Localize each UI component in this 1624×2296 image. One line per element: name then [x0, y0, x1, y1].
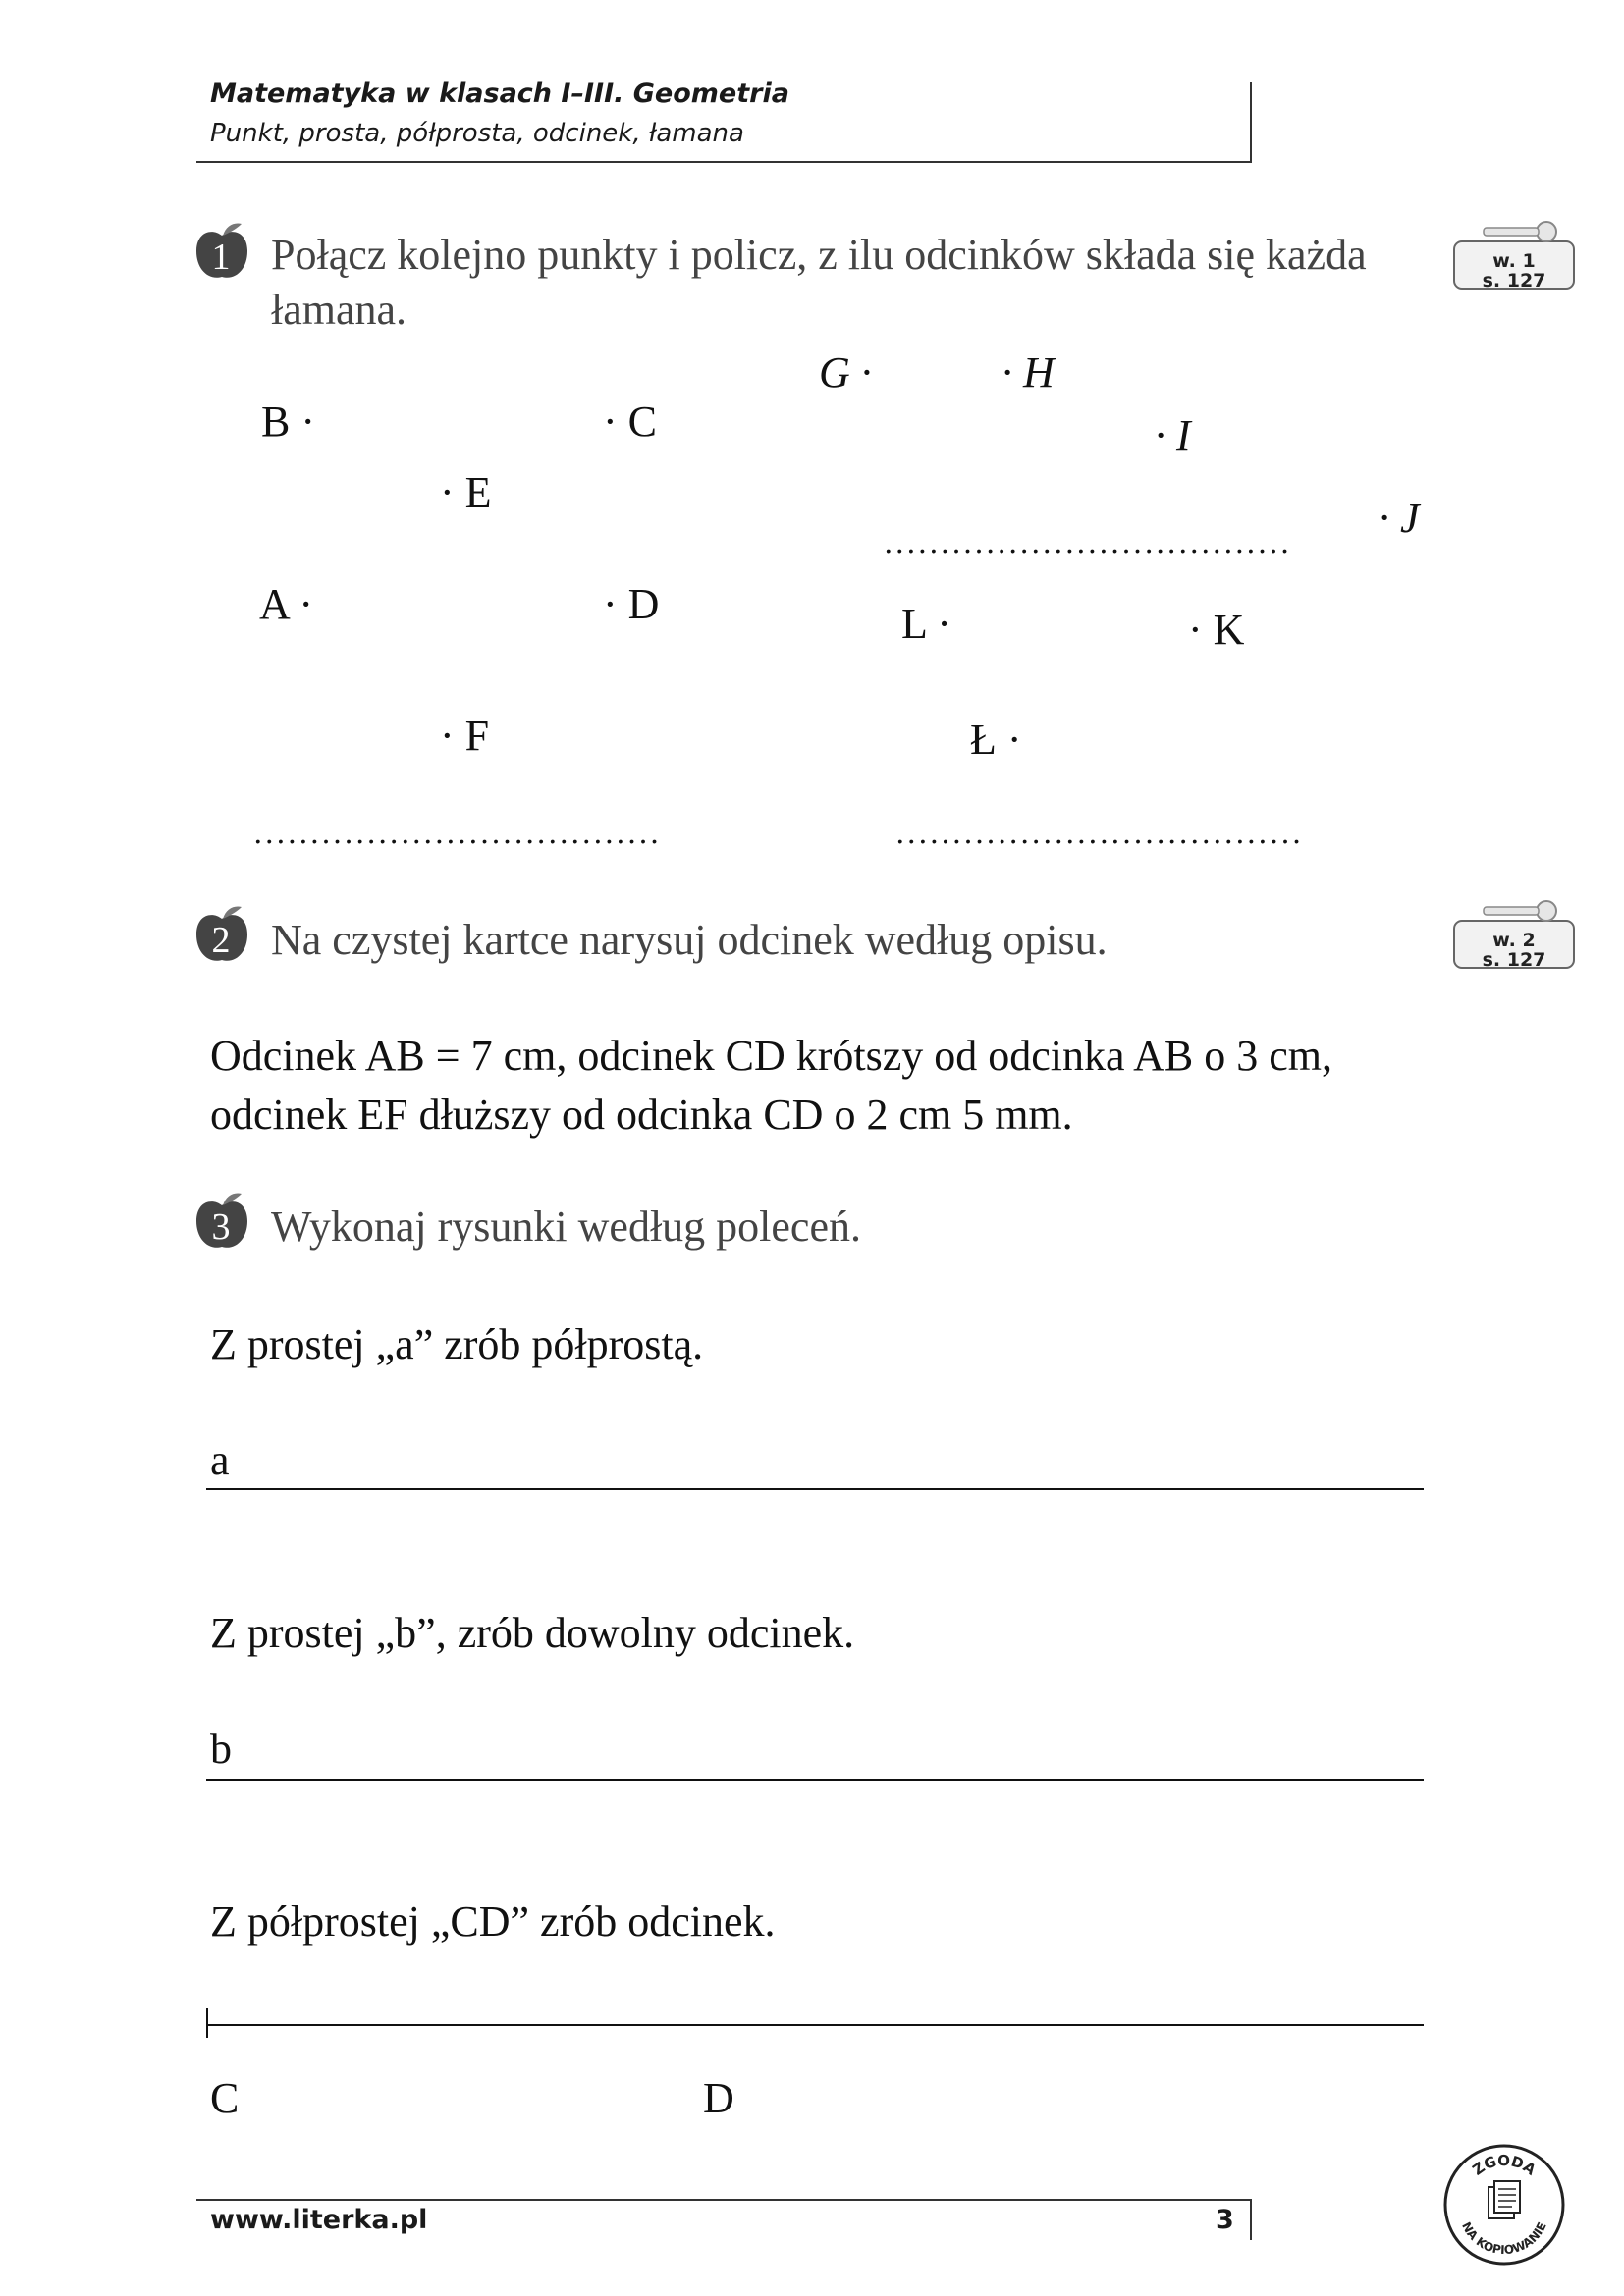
task-3-sub2: Z prostej „b”, zrób dowolny odcinek. [210, 1609, 855, 1657]
answer-line-right-bottom[interactable]: .................................... [895, 817, 1304, 851]
header-subtitle: Punkt, prosta, półprosta, odcinek, łamana [210, 119, 744, 148]
point-g: G · [819, 348, 872, 397]
line-b-label: b [210, 1725, 232, 1773]
stamp-bottom-text: NA KOPIOWANIE [1459, 2219, 1549, 2258]
task-2-body-line1: Odcinek AB = 7 cm, odcinek CD krótszy od odcinka AB o 3 cm, [210, 1032, 1332, 1080]
task-2-apple-icon [190, 903, 253, 966]
task-1-key-line2: s. 127 [1482, 270, 1546, 292]
point-j: · J [1379, 494, 1420, 542]
task-2-number: 2 [211, 920, 231, 961]
point-a: A · [259, 580, 313, 628]
point-e: · E [440, 468, 492, 516]
ray-start-tick [206, 2008, 208, 2038]
stamp-top-text: ZGODA [1469, 2151, 1540, 2179]
page-number: 3 [1216, 2205, 1234, 2235]
task-1-key-line1: w. 1 [1492, 250, 1536, 272]
task-1-key-label [1452, 251, 1576, 291]
point-d: · D [603, 580, 660, 628]
task-2-instruction: Na czystej kartce narysuj odcinek według opisu. [271, 916, 1108, 964]
answer-line-left[interactable]: .................................... [253, 817, 662, 851]
task-3-sub3: Z półprostej „CD” zrób odcinek. [210, 1897, 776, 1946]
task-1-instruction-line1: Połącz kolejno punkty i policz, z ilu odcinków składa się każda [271, 231, 1367, 279]
task-2-body-line2: odcinek EF dłuższy od odcinka CD o 2 cm 5 mm. [210, 1091, 1073, 1139]
task-3-sub1: Z prostej „a” zrób półprostą. [210, 1320, 704, 1368]
task-2-key-line1: w. 2 [1492, 930, 1536, 951]
point-b: B · [261, 398, 315, 446]
point-h: · H [1001, 348, 1055, 397]
line-a-label: a [210, 1436, 230, 1484]
ray-cd[interactable] [206, 2024, 1424, 2026]
label-c: C [210, 2074, 240, 2122]
point-i: · I [1155, 411, 1191, 459]
point-c: · C [603, 398, 657, 446]
task-1-instruction-line2: łamana. [271, 286, 407, 334]
point-f: · F [440, 712, 490, 760]
answer-line-right-top[interactable]: .................................... [884, 526, 1292, 561]
line-b[interactable] [206, 1779, 1424, 1781]
task-3-apple-icon [190, 1190, 253, 1253]
copy-permission-stamp-icon [1439, 2140, 1569, 2269]
task-1-apple-icon [190, 220, 253, 283]
task-2-key-line2: s. 127 [1482, 949, 1546, 971]
task-3-number: 3 [211, 1206, 231, 1248]
header-title: Matematyka w klasach I–III. Geometria [210, 79, 789, 109]
point-l: L · [901, 600, 951, 648]
line-a[interactable] [206, 1488, 1424, 1490]
task-2-key-label [1452, 931, 1576, 970]
point-l-stroke: Ł · [970, 716, 1022, 764]
task-1-number: 1 [211, 237, 231, 278]
label-d: D [703, 2074, 734, 2122]
point-k: · K [1188, 606, 1245, 654]
footer-url[interactable]: www.literka.pl [210, 2205, 428, 2235]
task-3-instruction: Wykonaj rysunki według poleceń. [271, 1202, 861, 1251]
